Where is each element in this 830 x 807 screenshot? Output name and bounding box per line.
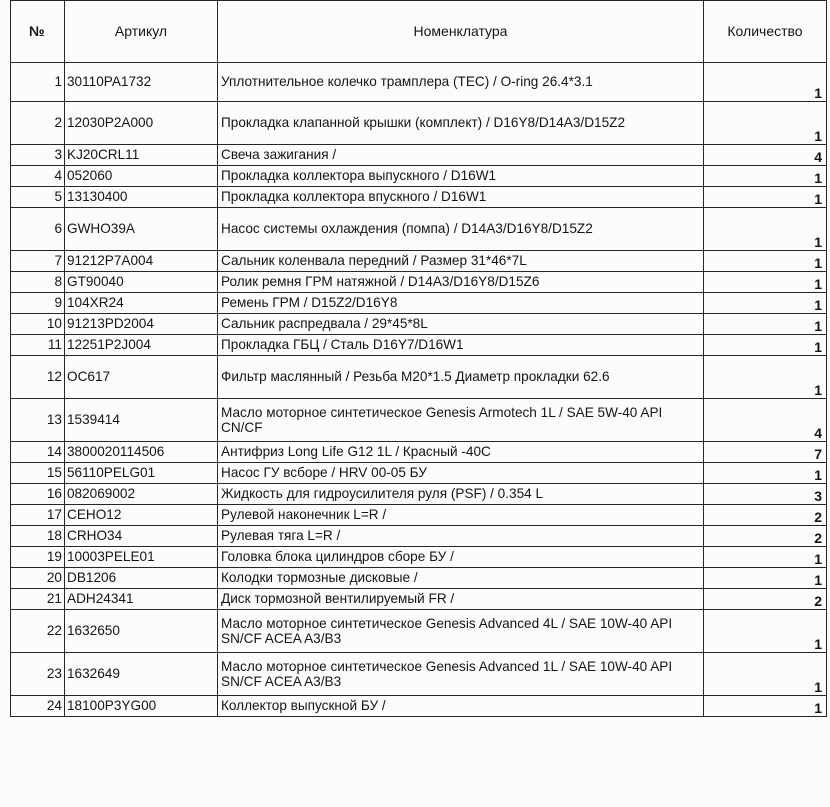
row-article: 56110PELG01	[65, 463, 218, 484]
row-num: 3	[11, 145, 65, 166]
table-row	[11, 547, 827, 568]
row-qty: 1	[704, 102, 827, 145]
row-qty: 4	[704, 399, 827, 442]
row-article: CEHO12	[65, 505, 218, 526]
row-article: 10003PELE01	[65, 547, 218, 568]
row-qty: 1	[704, 653, 827, 696]
table-row	[11, 463, 827, 484]
row-num: 16	[11, 484, 65, 505]
row-name: Сальник коленвала передний / Размер 31*46*7L	[218, 251, 704, 272]
row-qty: 1	[704, 166, 827, 187]
row-qty: 1	[704, 696, 827, 717]
row-qty: 1	[704, 610, 827, 653]
row-num: 8	[11, 272, 65, 293]
row-article: GWHO39A	[65, 208, 218, 251]
row-article: GT90040	[65, 272, 218, 293]
row-qty: 1	[704, 187, 827, 208]
table-row	[11, 102, 827, 145]
row-qty: 2	[704, 526, 827, 547]
row-article: 1632649	[65, 653, 218, 696]
parts-table	[10, 0, 827, 717]
row-name: Масло моторное синтетическое Genesis Advanced 4L / SAE 10W-40 API SN/CF ACEA A3/B3	[218, 610, 704, 653]
row-article: 052060	[65, 166, 218, 187]
table-row	[11, 314, 827, 335]
row-name: Колодки тормозные дисковые /	[218, 568, 704, 589]
row-num: 18	[11, 526, 65, 547]
row-name: Фильтр маслянный / Резьба M20*1.5 Диаметр прокладки 62.6	[218, 356, 704, 399]
row-qty: 3	[704, 484, 827, 505]
row-article: 12251P2J004	[65, 335, 218, 356]
row-num: 2	[11, 102, 65, 145]
row-name: Головка блока цилиндров сборе БУ /	[218, 547, 704, 568]
row-num: 6	[11, 208, 65, 251]
row-article: 18100P3YG00	[65, 696, 218, 717]
row-num: 23	[11, 653, 65, 696]
row-num: 1	[11, 63, 65, 102]
row-qty: 1	[704, 251, 827, 272]
row-article: OC617	[65, 356, 218, 399]
header-qty: Количество	[704, 1, 827, 63]
row-name: Свеча зажигания /	[218, 145, 704, 166]
row-qty: 1	[704, 463, 827, 484]
row-name: Ролик ремня ГРМ натяжной / D14A3/D16Y8/D15Z6	[218, 272, 704, 293]
table-row	[11, 610, 827, 653]
row-num: 15	[11, 463, 65, 484]
row-num: 20	[11, 568, 65, 589]
row-article: 104XR24	[65, 293, 218, 314]
table-row	[11, 526, 827, 547]
row-name: Прокладка клапанной крышки (комплект) / D16Y8/D14A3/D15Z2	[218, 102, 704, 145]
row-name: Антифриз Long Life G12 1L / Красный -40С	[218, 442, 704, 463]
row-qty: 1	[704, 63, 827, 102]
row-article: CRHO34	[65, 526, 218, 547]
row-article: 30110PA1732	[65, 63, 218, 102]
table-row	[11, 568, 827, 589]
row-qty: 1	[704, 356, 827, 399]
row-name: Коллектор выпускной БУ /	[218, 696, 704, 717]
row-num: 17	[11, 505, 65, 526]
row-article: 1539414	[65, 399, 218, 442]
row-num: 22	[11, 610, 65, 653]
row-num: 9	[11, 293, 65, 314]
row-name: Прокладка коллектора выпускного / D16W1	[218, 166, 704, 187]
row-num: 13	[11, 399, 65, 442]
table-row	[11, 442, 827, 463]
row-name: Насос ГУ всборе / HRV 00-05 БУ	[218, 463, 704, 484]
table-row	[11, 399, 827, 442]
row-num: 11	[11, 335, 65, 356]
row-qty: 7	[704, 442, 827, 463]
row-article: 91212P7A004	[65, 251, 218, 272]
header-article: Артикул	[65, 1, 218, 63]
row-name: Ремень ГРМ / D15Z2/D16Y8	[218, 293, 704, 314]
table-row	[11, 293, 827, 314]
table-row	[11, 208, 827, 251]
row-num: 5	[11, 187, 65, 208]
header-num: №	[11, 1, 65, 63]
row-qty: 1	[704, 272, 827, 293]
row-num: 7	[11, 251, 65, 272]
row-num: 12	[11, 356, 65, 399]
row-qty: 1	[704, 335, 827, 356]
row-num: 19	[11, 547, 65, 568]
row-qty: 1	[704, 208, 827, 251]
row-article: 12030P2A000	[65, 102, 218, 145]
row-num: 24	[11, 696, 65, 717]
header-name: Номенклатура	[218, 1, 704, 63]
row-num: 4	[11, 166, 65, 187]
row-article: 1632650	[65, 610, 218, 653]
row-name: Масло моторное синтетическое Genesis Advanced 1L / SAE 10W-40 API SN/CF ACEA A3/B3	[218, 653, 704, 696]
row-name: Насос системы охлаждения (помпа) / D14A3/D16Y8/D15Z2	[218, 208, 704, 251]
row-name: Уплотнительное колечко трамплера (ТЕС) / O-ring 26.4*3.1	[218, 63, 704, 102]
table-row	[11, 696, 827, 717]
header-row	[11, 1, 827, 63]
row-article: 13130400	[65, 187, 218, 208]
table-row	[11, 272, 827, 293]
row-qty: 4	[704, 145, 827, 166]
row-name: Прокладка коллектора впускного / D16W1	[218, 187, 704, 208]
table-row	[11, 335, 827, 356]
row-article: DB1206	[65, 568, 218, 589]
row-name: Прокладка ГБЦ / Сталь D16Y7/D16W1	[218, 335, 704, 356]
row-name: Жидкость для гидроусилителя руля (PSF) / 0.354 L	[218, 484, 704, 505]
row-name: Рулевой наконечник L=R /	[218, 505, 704, 526]
row-article: 3800020114506	[65, 442, 218, 463]
table-row	[11, 145, 827, 166]
table-row	[11, 187, 827, 208]
row-article: 91213PD2004	[65, 314, 218, 335]
row-qty: 2	[704, 589, 827, 610]
row-article: ADH24341	[65, 589, 218, 610]
row-name: Диск тормозной вентилируемый FR /	[218, 589, 704, 610]
row-qty: 2	[704, 505, 827, 526]
row-name: Рулевая тяга L=R /	[218, 526, 704, 547]
table-row	[11, 589, 827, 610]
table-row	[11, 505, 827, 526]
table-row	[11, 166, 827, 187]
table-row	[11, 63, 827, 102]
table-row	[11, 653, 827, 696]
table-row	[11, 251, 827, 272]
row-name: Масло моторное синтетическое Genesis Armotech 1L / SAE 5W-40 API CN/CF	[218, 399, 704, 442]
row-name: Сальник распредвала / 29*45*8L	[218, 314, 704, 335]
row-article: KJ20CRL11	[65, 145, 218, 166]
table-row	[11, 356, 827, 399]
table-row	[11, 484, 827, 505]
row-qty: 1	[704, 293, 827, 314]
row-num: 14	[11, 442, 65, 463]
row-num: 21	[11, 589, 65, 610]
row-num: 10	[11, 314, 65, 335]
row-article: 082069002	[65, 484, 218, 505]
row-qty: 1	[704, 568, 827, 589]
row-qty: 1	[704, 314, 827, 335]
row-qty: 1	[704, 547, 827, 568]
